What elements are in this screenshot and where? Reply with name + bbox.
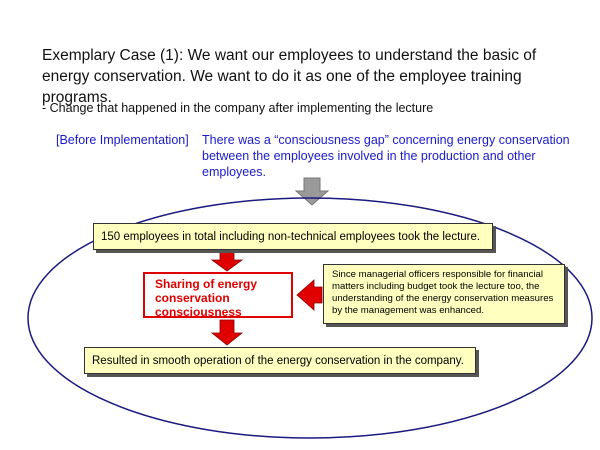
before-text-post: concerning energy conservation between the employees involved in the production and other employees. bbox=[202, 133, 570, 179]
lecture-box: 150 employees in total including non-technical employees took the lecture. bbox=[93, 223, 493, 250]
before-implementation-label: [Before Implementation] bbox=[56, 133, 189, 147]
before-text-pre: There was a bbox=[202, 133, 271, 147]
section-subtitle: - Change that happened in the company after implementing the lecture bbox=[42, 101, 434, 115]
red-down-arrow-bottom bbox=[212, 320, 242, 345]
result-box: Resulted in smooth operation of the energy conservation in the company. bbox=[84, 347, 476, 374]
consciousness-gap-quote: “consciousness gap” bbox=[274, 133, 389, 147]
gray-down-arrow bbox=[296, 178, 328, 205]
red-left-arrow bbox=[297, 280, 322, 310]
sharing-consciousness-box: Sharing of energy conservation consciousness bbox=[143, 272, 293, 318]
managerial-officers-box: Since managerial officers responsible for financial matters including budget took the lecture too, the understanding of the energy conservation measures by the management was enhanced. bbox=[323, 264, 565, 324]
red-down-arrow-top bbox=[212, 252, 242, 271]
page-title: Exemplary Case (1): We want our employees to understand the basic of energy conservation. We want to do it as one of the employee training programs. bbox=[42, 47, 537, 106]
